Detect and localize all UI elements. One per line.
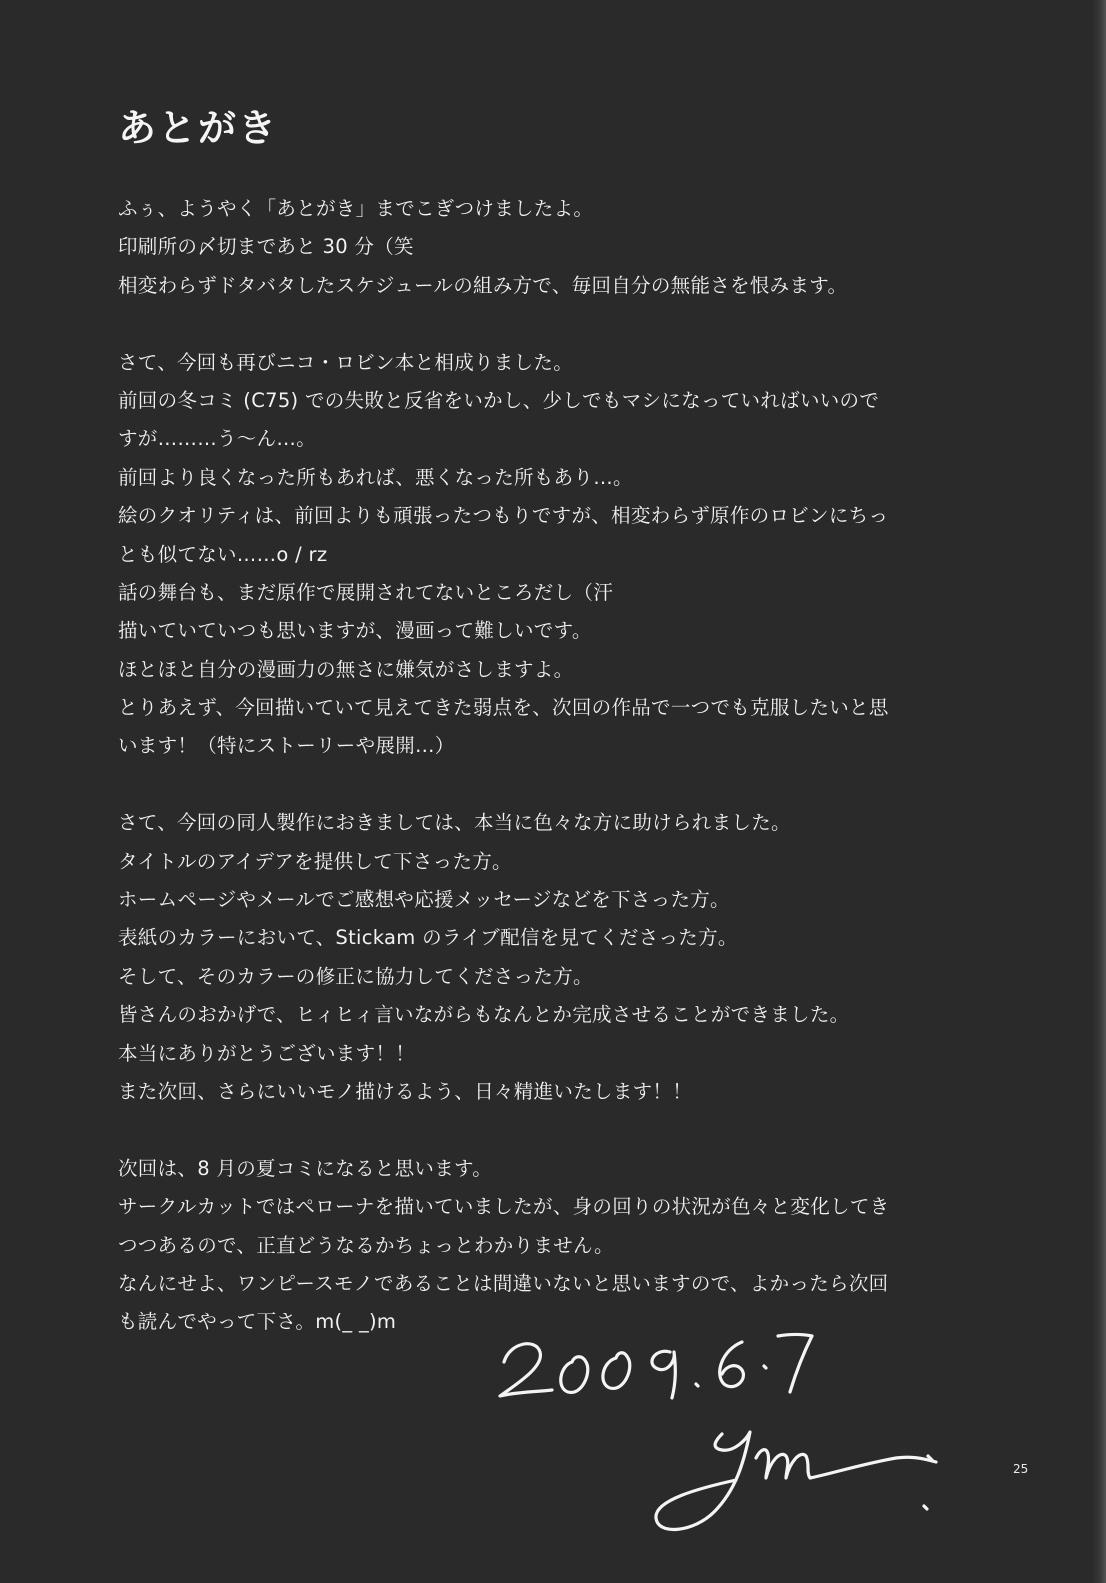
text-line: 相変わらずドタバタしたスケジュールの組み方で、毎回自分の無能さを恨みます。: [118, 273, 848, 297]
text-line: 表紙のカラーにおいて、Stickam のライブ配信を見てくださった方。: [118, 926, 738, 950]
signature-name-stroke: [756, 1450, 936, 1478]
signature-date-stroke: [778, 1335, 812, 1393]
paragraph-gap: [118, 305, 998, 343]
text-line: ホームページやメールでご感想や応援メッセージなどを下さった方。: [118, 888, 730, 912]
text-line: さて、今回の同人製作におきましては、本当に色々な方に助けられました。: [118, 811, 791, 835]
paragraph-4: [118, 1150, 998, 1342]
signature-date-stroke: [696, 1384, 698, 1386]
text-line: つつあるので、正直どうなるかちょっとわかりません。: [118, 1233, 614, 1257]
page-number: 25: [1013, 1462, 1029, 1476]
signature-date-stroke: [652, 1351, 675, 1398]
text-line: 前回の冬コミ (C75) での失敗と反省をいかし、少しでもマシになっていればいいので: [118, 388, 880, 412]
paragraph-gap: [118, 1111, 998, 1149]
signature-date-stroke: [720, 1342, 744, 1387]
text-line: 印刷所の〆切まであと 30 分（笑: [118, 235, 414, 259]
paragraph-1: [118, 190, 998, 305]
text-line: すが………う～ん…。: [118, 427, 316, 451]
signature-name-stroke: [656, 1432, 750, 1529]
handwritten-signature: [490, 1322, 970, 1552]
text-line: います！（特にストーリーや展開…）: [118, 734, 455, 758]
paragraph-2: [118, 344, 998, 766]
text-line: とも似てない……o / rz: [118, 542, 328, 566]
text-line: 皆さんのおかげで、ヒィヒィ言いながらもなんとか完成させることができました。: [118, 1003, 850, 1027]
signature-name-stroke: [924, 1506, 927, 1509]
text-line: サークルカットではペローナを描いていましたが、身の回りの状況が色々と変化してき: [118, 1195, 890, 1219]
text-line: さて、今回も再びニコ・ロビン本と相成りました。: [118, 350, 574, 374]
text-line: 話の舞台も、まだ原作で展開されてないところだし（汗: [118, 580, 614, 604]
text-line: また次回、さらにいいモノ描けるよう、日々精進いたします！！: [118, 1079, 693, 1103]
text-line: 次回は、8 月の夏コミになると思います。: [118, 1156, 493, 1180]
signature-date-stroke: [764, 1366, 766, 1368]
signature-date-stroke: [561, 1357, 588, 1393]
text-line: とりあえず、今回描いていて見えてきた弱点を、次回の作品で一つでも克服したいと思: [118, 696, 889, 720]
text-line: ほとほと自分の漫画力の無さに嫌気がさしますよ。: [118, 657, 574, 681]
text-line: も読んでやって下さ。m(_ _)m: [118, 1310, 397, 1334]
signature-date-stroke: [603, 1353, 630, 1389]
text-line: 描いていていつも思いますが、漫画って難しいです。: [118, 619, 592, 643]
text-line: 前回より良くなった所もあれば、悪くなった所もあり…。: [118, 465, 633, 489]
text-line: なんにせよ、ワンピースモノであることは間違いないと思いますので、よかったら次回: [118, 1271, 889, 1295]
page-title: あとがき: [118, 105, 279, 150]
paragraph-gap: [118, 766, 998, 804]
paragraph-3: [118, 804, 998, 1111]
text-line: そして、そのカラーの修正に協力してくださった方。: [118, 964, 593, 988]
text-line: タイトルのアイデアを提供して下さった方。: [118, 849, 512, 873]
text-line: ふぅ、ようやく「あとがき」までこぎつけましたよ。: [118, 197, 594, 220]
text-line: 絵のクオリティは、前回よりも頑張ったつもりですが、相変わらず原作のロビンにちっ: [118, 504, 889, 528]
signature-date-stroke: [500, 1344, 552, 1396]
text-line: 本当にありがとうございます！！: [118, 1041, 416, 1065]
page-edge: [1092, 0, 1106, 1583]
afterword-body: [118, 190, 998, 1342]
